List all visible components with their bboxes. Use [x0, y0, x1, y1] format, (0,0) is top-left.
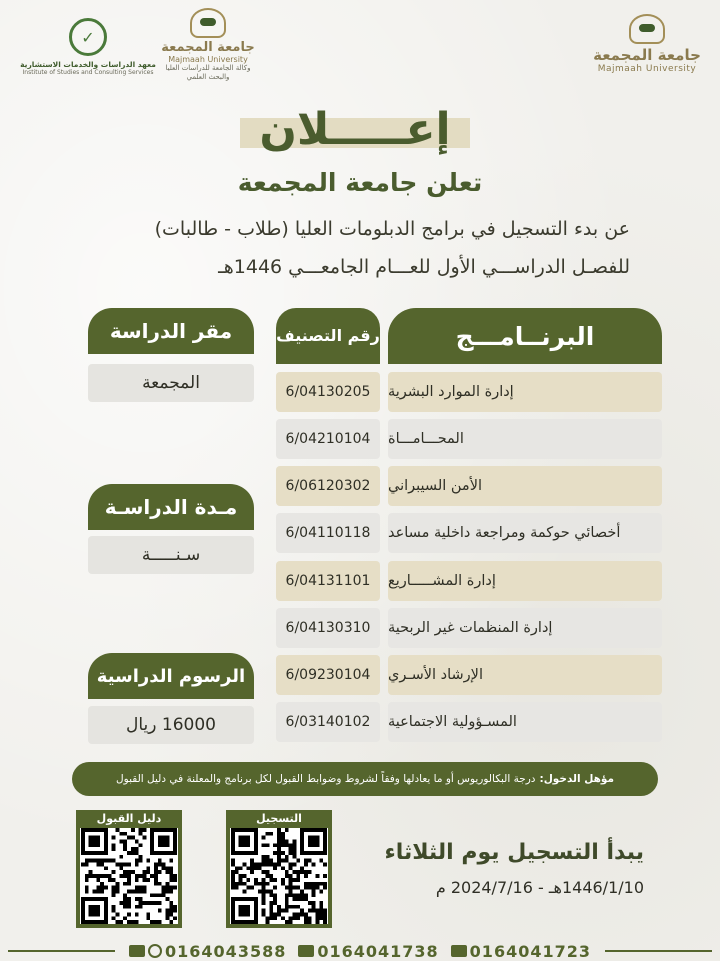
- institute-logo-arabic: معهد الدراسات والخدمات الاستشارية: [20, 60, 156, 69]
- admission-label: مؤهل الدخول:: [539, 773, 614, 785]
- admission-requirement-bar: [72, 762, 658, 796]
- agency-logo-english: Majmaah University: [168, 55, 248, 64]
- code-cell: 6/09230104: [276, 655, 380, 695]
- program-cell: إدارة المشـــــاريع: [388, 561, 662, 601]
- program-cell: إدارة الموارد البشرية: [388, 372, 662, 412]
- agency-emblem-icon: [190, 8, 226, 38]
- study-place-header: مقر الدراسة: [88, 308, 254, 354]
- program-cell: المسـؤولية الاجتماعية: [388, 702, 662, 742]
- study-duration-header: مـدة الدراسـة: [88, 484, 254, 530]
- footer-divider: [605, 950, 712, 952]
- study-place-value: المجمعة: [88, 364, 254, 402]
- intro-line-2: للفصـل الدراســـي الأول للعـــام الجامعـــي 1446هـ: [218, 256, 630, 278]
- registration-date: 1446/1/10هـ - 2024/7/16 م: [435, 878, 644, 897]
- contact-footer: [0, 941, 720, 961]
- phone-number-text: 0164043588: [165, 941, 287, 961]
- university-emblem-icon: [629, 14, 665, 44]
- code-column-header: رقم التصنيف: [276, 308, 380, 364]
- intro-line-1: عن بدء التسجيل في برامج الدبلومات العليا (طلاب - طالبات): [154, 218, 630, 240]
- agency-logo-subtitle: وكالة الجامعة للدراسات العليا والبحث العلمي: [165, 64, 251, 81]
- announcement-subtitle: تعلن جامعة المجمعة: [237, 168, 483, 197]
- study-duration-value: سـنـــــة: [88, 536, 254, 574]
- phone-number[interactable]: [451, 942, 591, 961]
- phone-number[interactable]: [129, 942, 286, 961]
- registration-qr-code-icon[interactable]: [226, 828, 332, 928]
- code-cell: 6/03140102: [276, 702, 380, 742]
- institute-logo-english: Institute of Studies and Consulting Services: [22, 69, 154, 76]
- code-cell: 6/04131101: [276, 561, 380, 601]
- program-cell: المحـــامـــاة: [388, 419, 662, 459]
- majmaah-university-logo: [592, 14, 702, 74]
- program-cell: أخصائي حوكمة ومراجعة داخلية مساعد: [388, 513, 662, 553]
- phone-icon: [129, 945, 145, 957]
- tuition-fees-value: 16000 ريال: [88, 706, 254, 744]
- phone-number-text: 0164041723: [469, 941, 591, 961]
- program-column-header: البرنــامـــج: [388, 308, 662, 364]
- admission-guide-qr-label: دليل القبول: [76, 810, 182, 828]
- phone-number[interactable]: [298, 942, 438, 961]
- university-logo-english: Majmaah University: [597, 64, 697, 74]
- program-cell: الأمن السيبراني: [388, 466, 662, 506]
- code-cell: 6/04130205: [276, 372, 380, 412]
- agency-logo: [160, 8, 256, 82]
- admission-text: درجة البكالوريوس أو ما يعادلها وفقاً لشروط وضوابط القبول لكل برنامج والمعلنة في دليل القبول: [116, 773, 536, 785]
- registration-qr-label: التسجيل: [226, 810, 332, 828]
- code-cell: 6/04130310: [276, 608, 380, 648]
- code-cell: 6/06120302: [276, 466, 380, 506]
- registration-start-text: يبدأ التسجيل يوم الثلاثاء: [384, 840, 644, 865]
- phone-number-text: 0164041738: [317, 941, 439, 961]
- agency-logo-arabic: جامعة المجمعة: [161, 40, 255, 55]
- footer-divider: [8, 950, 115, 952]
- phone-icon: [298, 945, 314, 957]
- institute-emblem-icon: ✓: [69, 18, 107, 56]
- university-logo-arabic: جامعة المجمعة: [593, 46, 701, 64]
- admission-guide-qr-code-icon[interactable]: [76, 828, 182, 928]
- admission-guide-qr[interactable]: [76, 810, 182, 930]
- code-cell: 6/04110118: [276, 513, 380, 553]
- announcement-title: إعـــــلان: [259, 104, 451, 155]
- program-cell: الإرشاد الأسـري: [388, 655, 662, 695]
- whatsapp-icon: [148, 944, 162, 958]
- program-cell: إدارة المنظمات غير الربحية: [388, 608, 662, 648]
- phone-icon: [451, 945, 467, 957]
- institute-logo: [18, 18, 158, 76]
- tuition-fees-header: الرسوم الدراسية: [88, 653, 254, 699]
- registration-qr[interactable]: [226, 810, 332, 930]
- code-cell: 6/04210104: [276, 419, 380, 459]
